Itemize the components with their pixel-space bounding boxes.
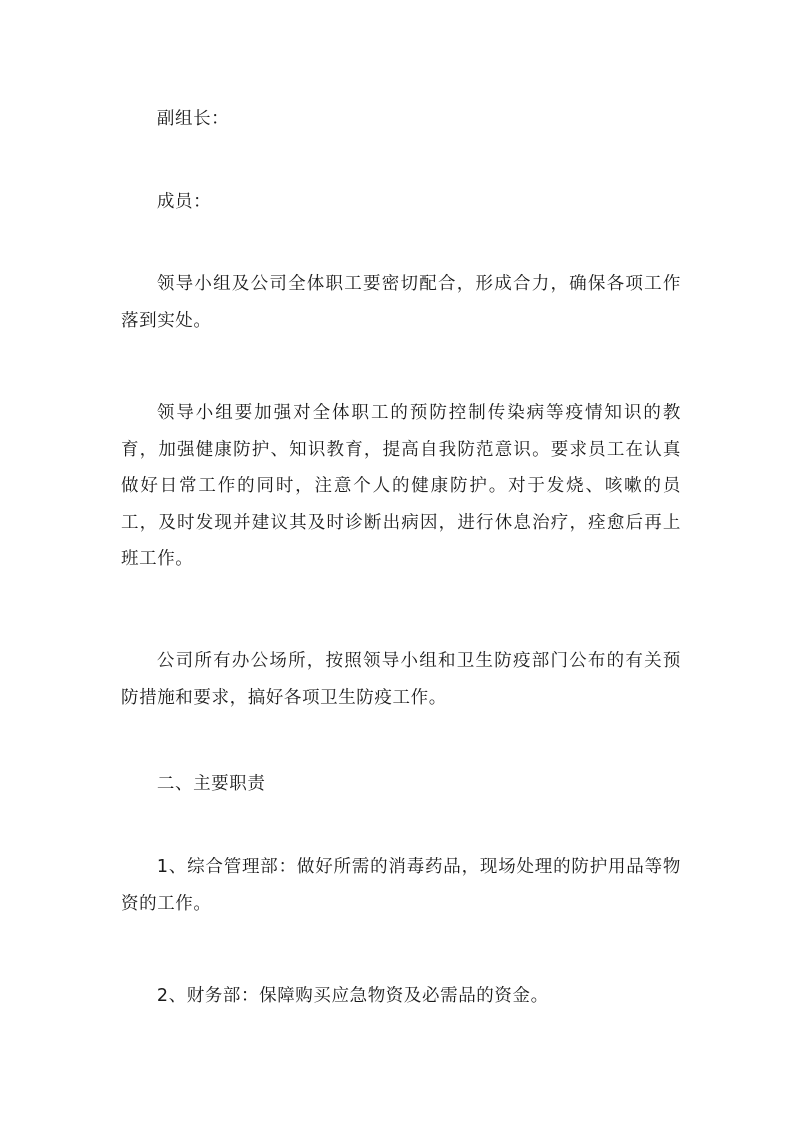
section-heading-main-duties: 二、主要职责 xyxy=(156,774,266,794)
prevention-education-paragraph: 领导小组要加强对全体职工的预防控制传染病等疫情知识的教育，加强健康防护、知识教育，提高自我防范意识。要求员工在认真做好日常工作的同时，注意个人的健康防护。对于发烧、咳嗽的员工，及时发现并建议其及时诊断出病因，进行休息治疗，痊愈后再上班工作。 xyxy=(121,403,681,569)
office-hygiene-paragraph: 公司所有办公场所，按照领导小组和卫生防疫部门公布的有关预防措施和要求，搞好各项卫生防疫工作。 xyxy=(121,651,681,708)
cooperation-paragraph: 领导小组及公司全体职工要密切配合，形成合力，确保各项工作落到实处。 xyxy=(121,274,681,331)
deputy-leader-line: 副组长： xyxy=(156,109,230,129)
members-line: 成员： xyxy=(156,192,212,212)
duty-item-admin: 1、综合管理部：做好所需的消毒药品，现场处理的防护用品等物资的工作。 xyxy=(121,857,681,914)
duty-item-finance: 2、财务部：保障购买应急物资及必需品的资金。 xyxy=(156,986,549,1006)
